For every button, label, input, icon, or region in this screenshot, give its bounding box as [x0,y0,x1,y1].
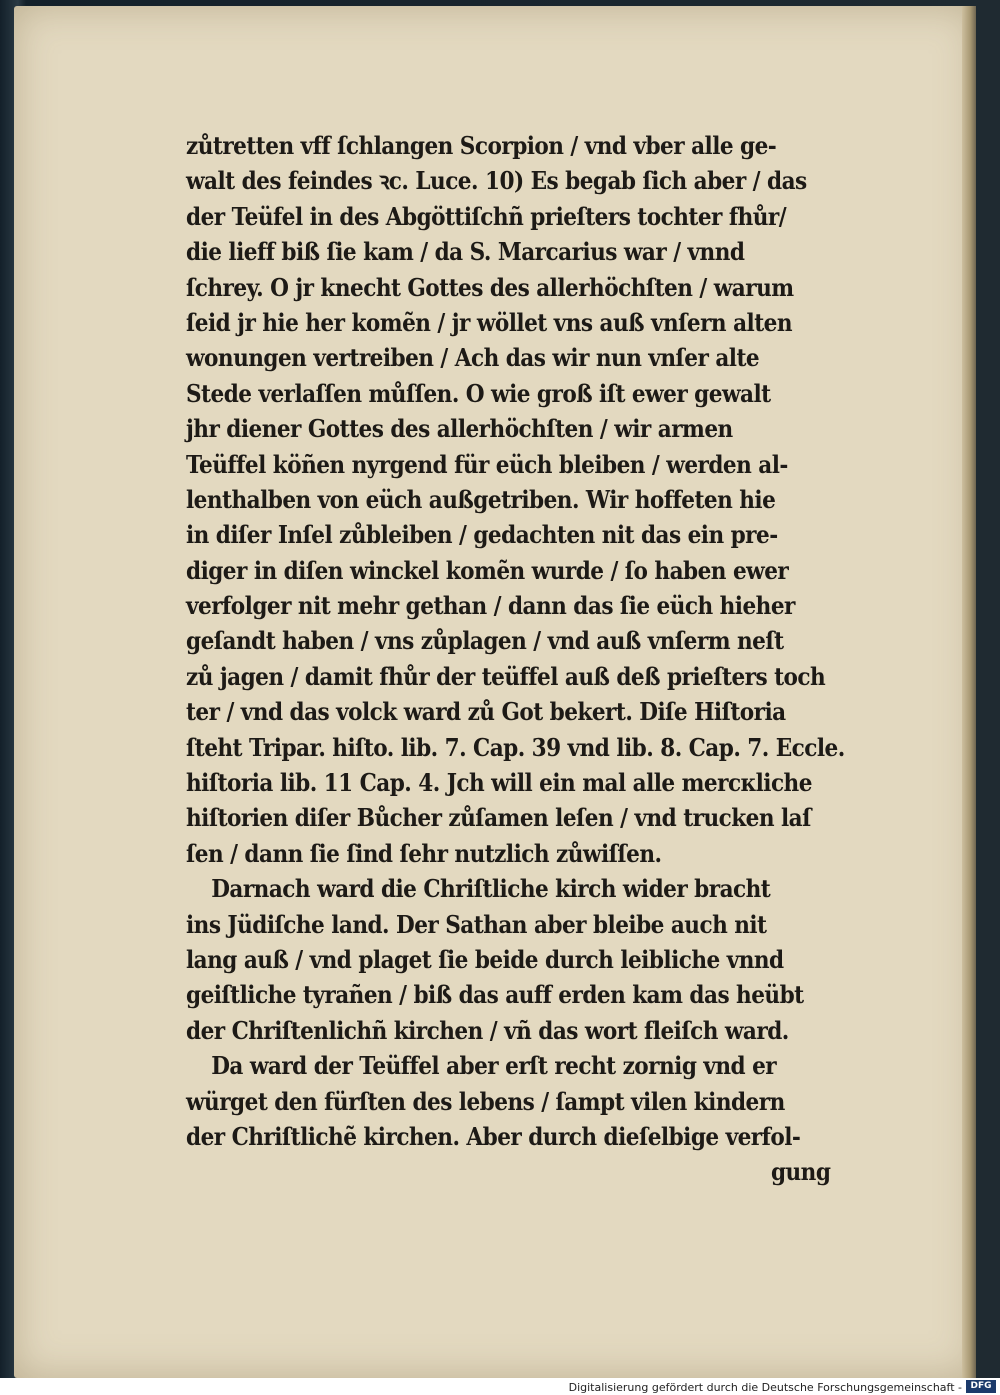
text-line: ſchrey. O jr knecht Gottes des allerhöchſten / warum [186,272,794,302]
text-line: der Chriſtenlichñ kirchen / vñ das wort fleiſch ward. [186,1015,789,1045]
text-line: ter / vnd das volck ward zů Got bekert. Diſe Hiſtoria [186,697,786,727]
text-line: zůtretten vff ſchlangen Scorpion / vnd vber alle ge- [186,131,777,160]
catchword: gung [770,1157,831,1187]
text-block [186,128,966,1190]
dfg-logo: DFG [966,1380,996,1393]
text-line: zů jagen / damit fhůr der teüffel auß deß prieſters toch [186,661,826,691]
text-line: geſandt haben / vns zůplagen / vnd auß vnſerm neſt [186,626,784,656]
text-line: diger in diſen winckel komẽn wurde / ſo haben ewer [186,555,789,585]
footer-bar [0,1378,1000,1395]
funding-notice: Digitalisierung gefördert durch die Deutsche Forschungsgemeinschaft - [568,1381,962,1394]
text-line: in diſer Inſel zůbleiben / gedachten nit das ein pre- [186,520,778,550]
text-line: lang auß / vnd plaget ſie beide durch leibliche vnnd [186,944,784,974]
text-line: jhr diener Gottes des allerhöchſten / wir armen [186,414,733,444]
text-line: walt des feindes ꝛc. Luce. 10) Es begab ſich aber / das [186,166,807,196]
text-line: ſteht Tripar. hiſto. lib. 7. Cap. 39 vnd lib. 8. Cap. 7. Eccle. [186,732,845,762]
text-line: Da ward der Teüffel aber erſt recht zornig vnd er [211,1051,777,1081]
text-line: lenthalben von eüch außgetriben. Wir hoffeten hie [186,484,776,514]
text-line: würget den fürſten des lebens / ſampt vilen kindern [186,1086,785,1116]
text-line: der Chriſtlichẽ kirchen. Aber durch dieſelbige verfol- [186,1121,801,1151]
text-line: Teüffel köñen nyrgend für eüch bleiben / werden al- [186,449,788,479]
text-line: wonungen vertreiben / Ach das wir nun vnſer alte [186,343,760,373]
text-line: hiſtorien diſer Bůcher zůſamen leſen / vnd trucken laſ [186,803,811,833]
text-line: hiſtoria lib. 11 Cap. 4. Jch will ein mal alle mercкliche [186,768,812,798]
text-line: Darnach ward die Chriſtliche kirch wider bracht [211,874,771,904]
text-line: der Teüfel in des Abgöttiſchñ prieſters tochter fhůr/ [186,201,787,231]
text-line: geiſtliche tyrañen / biß das auff erden kam das heübt [186,980,804,1010]
text-line: die lieff biß ſie kam / da S. Marcarius war / vnnd [186,237,745,267]
text-line: ſen / dann ſie ſind ſehr nutzlich zůwiſſen. [186,838,662,868]
text-line: Stede verlaſſen můſſen. O wie groß iſt ewer gewalt [186,378,771,408]
text-line: ins Jüdiſche land. Der Sathan aber bleibe auch nit [186,909,767,939]
book-page [14,6,976,1378]
text-line: ſeid jr hie her komẽn / jr wöllet vns auß vnſern alten [186,307,792,337]
text-line: verfolger nit mehr gethan / dann das ſie eüch hieher [186,591,795,621]
